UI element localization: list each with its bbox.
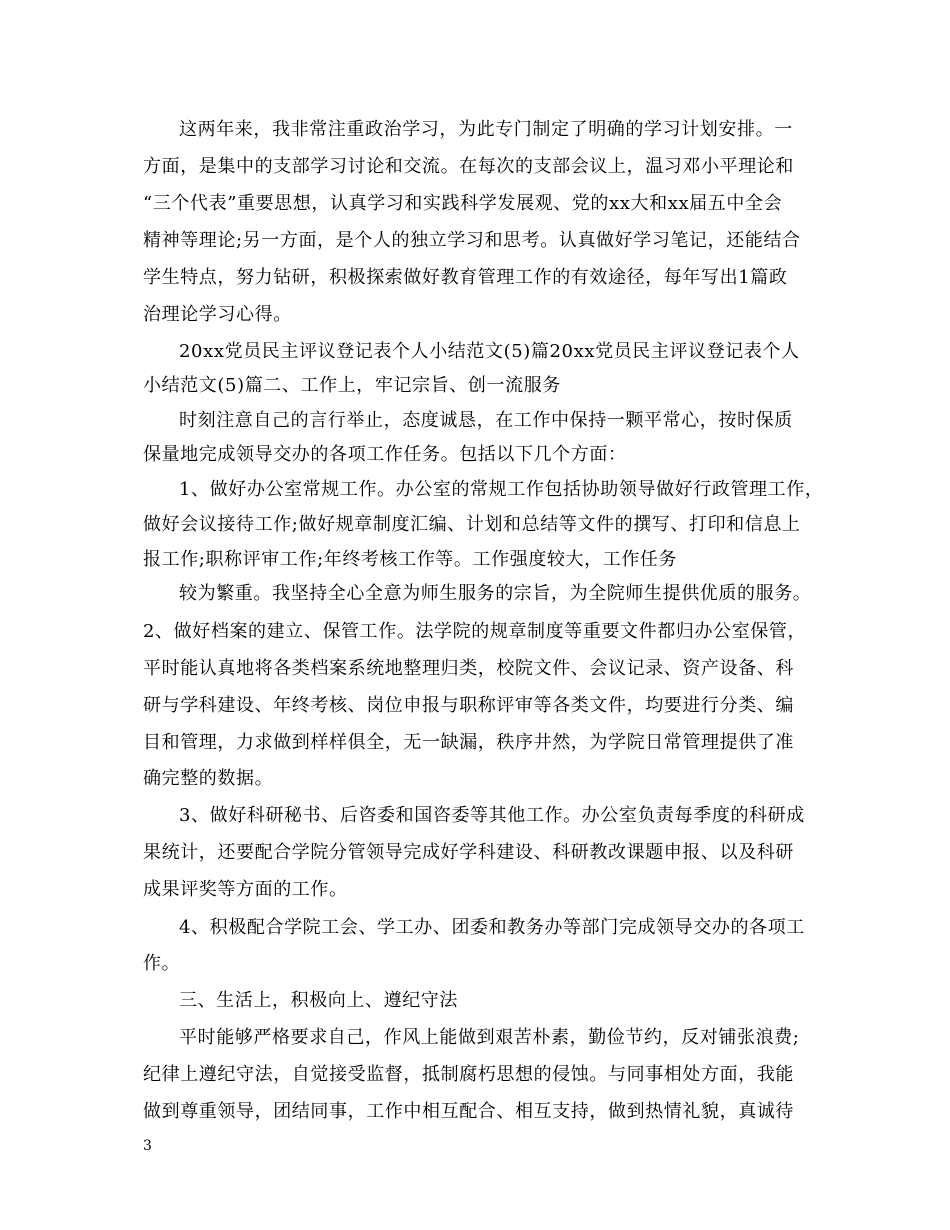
- paragraph-line: 果统计，还要配合学院分管领导完成好学科建设、科研教改课题申报、以及科研: [143, 842, 794, 863]
- paragraph-line: 较为繁重。我坚持全心全意为师生服务的宗旨，为全院师生提供优质的服务。: [179, 583, 812, 604]
- paragraph-line: 20xx党员民主评议登记表个人小结范文(5)篇20xx党员民主评议登记表个人: [179, 341, 800, 362]
- page-number: 3: [143, 1138, 152, 1154]
- paragraph-line: 作。: [143, 953, 181, 974]
- paragraph-line: 成果评奖等方面的工作。: [143, 879, 348, 900]
- paragraph-line: 这两年来，我非常注重政治学习，为此专门制定了明确的学习计划安排。一: [179, 119, 793, 140]
- paragraph-line: 研与学科建设、年终考核、岗位申报与职称评审等各类文件，均要进行分类、编: [143, 695, 794, 716]
- paragraph-line: 学生特点，努力钻研，积极探索做好教育管理工作的有效途径，每年写出1篇政: [143, 267, 788, 288]
- paragraph-line: 确完整的数据。: [143, 768, 274, 789]
- paragraph-line: 精神等理论;另一方面，是个人的独立学习和思考。认真做好学习笔记，还能结合: [143, 230, 801, 251]
- paragraph-line: 1、做好办公室常规工作。办公室的常规工作包括协助领导做好行政管理工作，: [179, 479, 824, 500]
- paragraph-line: 平时能认真地将各类档案系统地整理归类，校院文件、会议记录、资产设备、科: [143, 658, 794, 679]
- paragraph-line: 做好会议接待工作;做好规章制度汇编、计划和总结等文件的撰写、打印和信息上: [143, 514, 801, 535]
- paragraph-line: 治理论学习心得。: [143, 304, 292, 325]
- paragraph-line: 报工作;职称评审工作;年终考核工作等。工作强度较大，工作任务: [143, 549, 678, 570]
- paragraph-line: 3、做好科研秘书、后咨委和国咨委等其他工作。办公室负责每季度的科研成: [179, 805, 805, 826]
- paragraph-line: 纪律上遵纪守法，自觉接受监督，抵制腐朽思想的侵蚀。与同事相处方面，我能: [143, 1064, 794, 1085]
- paragraph-line: 4、积极配合学院工会、学工办、团委和教务办等部门完成领导交办的各项工: [179, 917, 805, 938]
- paragraph-line: 方面，是集中的支部学习讨论和交流。在每次的支部会议上，温习邓小平理论和: [143, 156, 794, 177]
- paragraph-line: 保量地完成领导交办的各项工作任务。包括以下几个方面：: [143, 444, 627, 465]
- paragraph-line: 平时能够严格要求自己，作风上能做到艰苦朴素，勤俭节约，反对铺张浪费;: [179, 1027, 800, 1048]
- paragraph-line: 时刻注意自己的言行举止，态度诚恳，在工作中保持一颗平常心，按时保质: [179, 410, 793, 431]
- paragraph-line: 做到尊重领导，团结同事，工作中相互配合、相互支持，做到热情礼貌，真诚待: [143, 1101, 794, 1122]
- paragraph-line: 目和管理，力求做到样样俱全，无一缺漏，秩序井然，为学院日常管理提供了准: [143, 732, 794, 753]
- paragraph-line: 2、做好档案的建立、保管工作。法学院的规章制度等重要文件都归办公室保管，: [143, 621, 807, 642]
- section-heading: 三、生活上，积极向上、遵纪守法: [179, 990, 458, 1011]
- paragraph-line: “三个代表”重要思想，认真学习和实践科学发展观、党的xx大和xx届五中全会: [143, 193, 783, 214]
- paragraph-line: 小结范文(5)篇二、工作上，牢记宗旨、创一流服务: [143, 375, 561, 396]
